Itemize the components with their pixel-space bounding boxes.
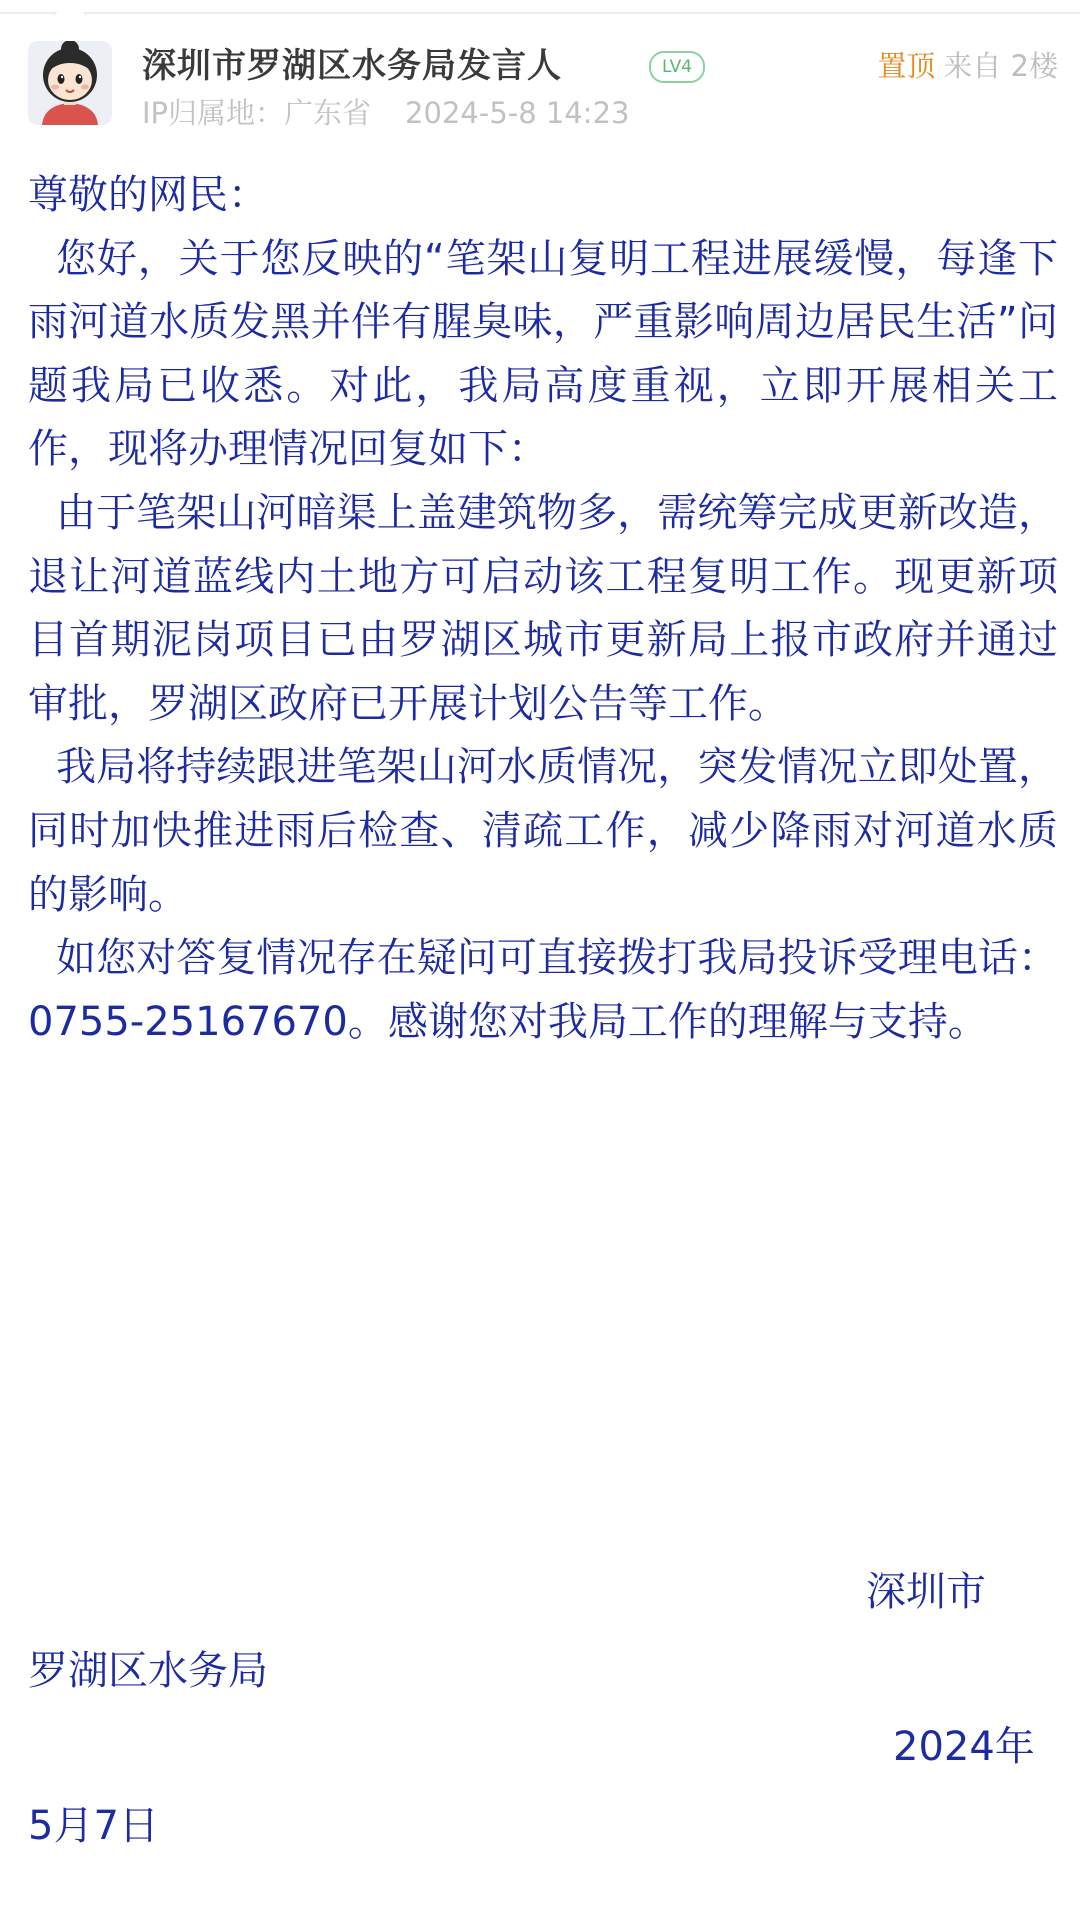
paragraph-3: 我局将持续跟进笔架山河水质情况，突发情况立即处置，同时加快推进雨后检查、清疏工作，减少降雨对河道水质的影响。 xyxy=(28,744,1058,918)
paragraph-2: 由于笔架山河暗渠上盖建筑物多，需统筹完成更新改造，退让河道蓝线内土地方可启动该工程复明工作。现更新项目首期泥岗项目已由罗湖区城市更新局上报市政府并通过审批，罗湖区政府已开展计划公告等工作。 xyxy=(28,489,1058,727)
reply-body xyxy=(28,164,1058,1054)
signature-line-2: 罗湖区水务局 xyxy=(28,1648,268,1694)
paragraph-1: 您好，关于您反映的“笔架山复明工程进展缓慢，每逢下雨河道水质发黑并伴有腥臭味，严重影响周边居民生活”问题我局已收悉。对此，我局高度重视，立即开展相关工作，现将办理情况回复如下： xyxy=(28,235,1058,473)
cartoon-girl-avatar-icon xyxy=(28,41,112,125)
caret-mask xyxy=(50,0,94,12)
pinned-label: 置顶 xyxy=(877,49,936,83)
date-line-1: 2024年 xyxy=(893,1724,1035,1770)
ip-location: IP归属地：广东省 xyxy=(142,96,372,130)
avatar[interactable] xyxy=(28,41,112,125)
top-divider xyxy=(0,12,1080,14)
date-line-2: 5月7日 xyxy=(28,1803,159,1849)
username[interactable]: 深圳市罗湖区水务局发言人 xyxy=(142,46,562,86)
post-header xyxy=(28,38,1058,138)
level-badge: LV4 xyxy=(649,51,705,83)
greeting: 尊敬的网民： xyxy=(28,172,268,218)
paragraph-4: 如您对答复情况存在疑问可直接拨打我局投诉受理电话：0755-25167670。感谢您对我局工作的理解与支持。 xyxy=(28,935,1058,1045)
post-timestamp: 2024-5-8 14:23 xyxy=(405,96,630,130)
signature-line-1: 深圳市 xyxy=(866,1569,986,1615)
floor-label: 来自 2楼 xyxy=(943,49,1058,83)
post-meta xyxy=(142,95,629,131)
post-status xyxy=(877,47,1058,85)
